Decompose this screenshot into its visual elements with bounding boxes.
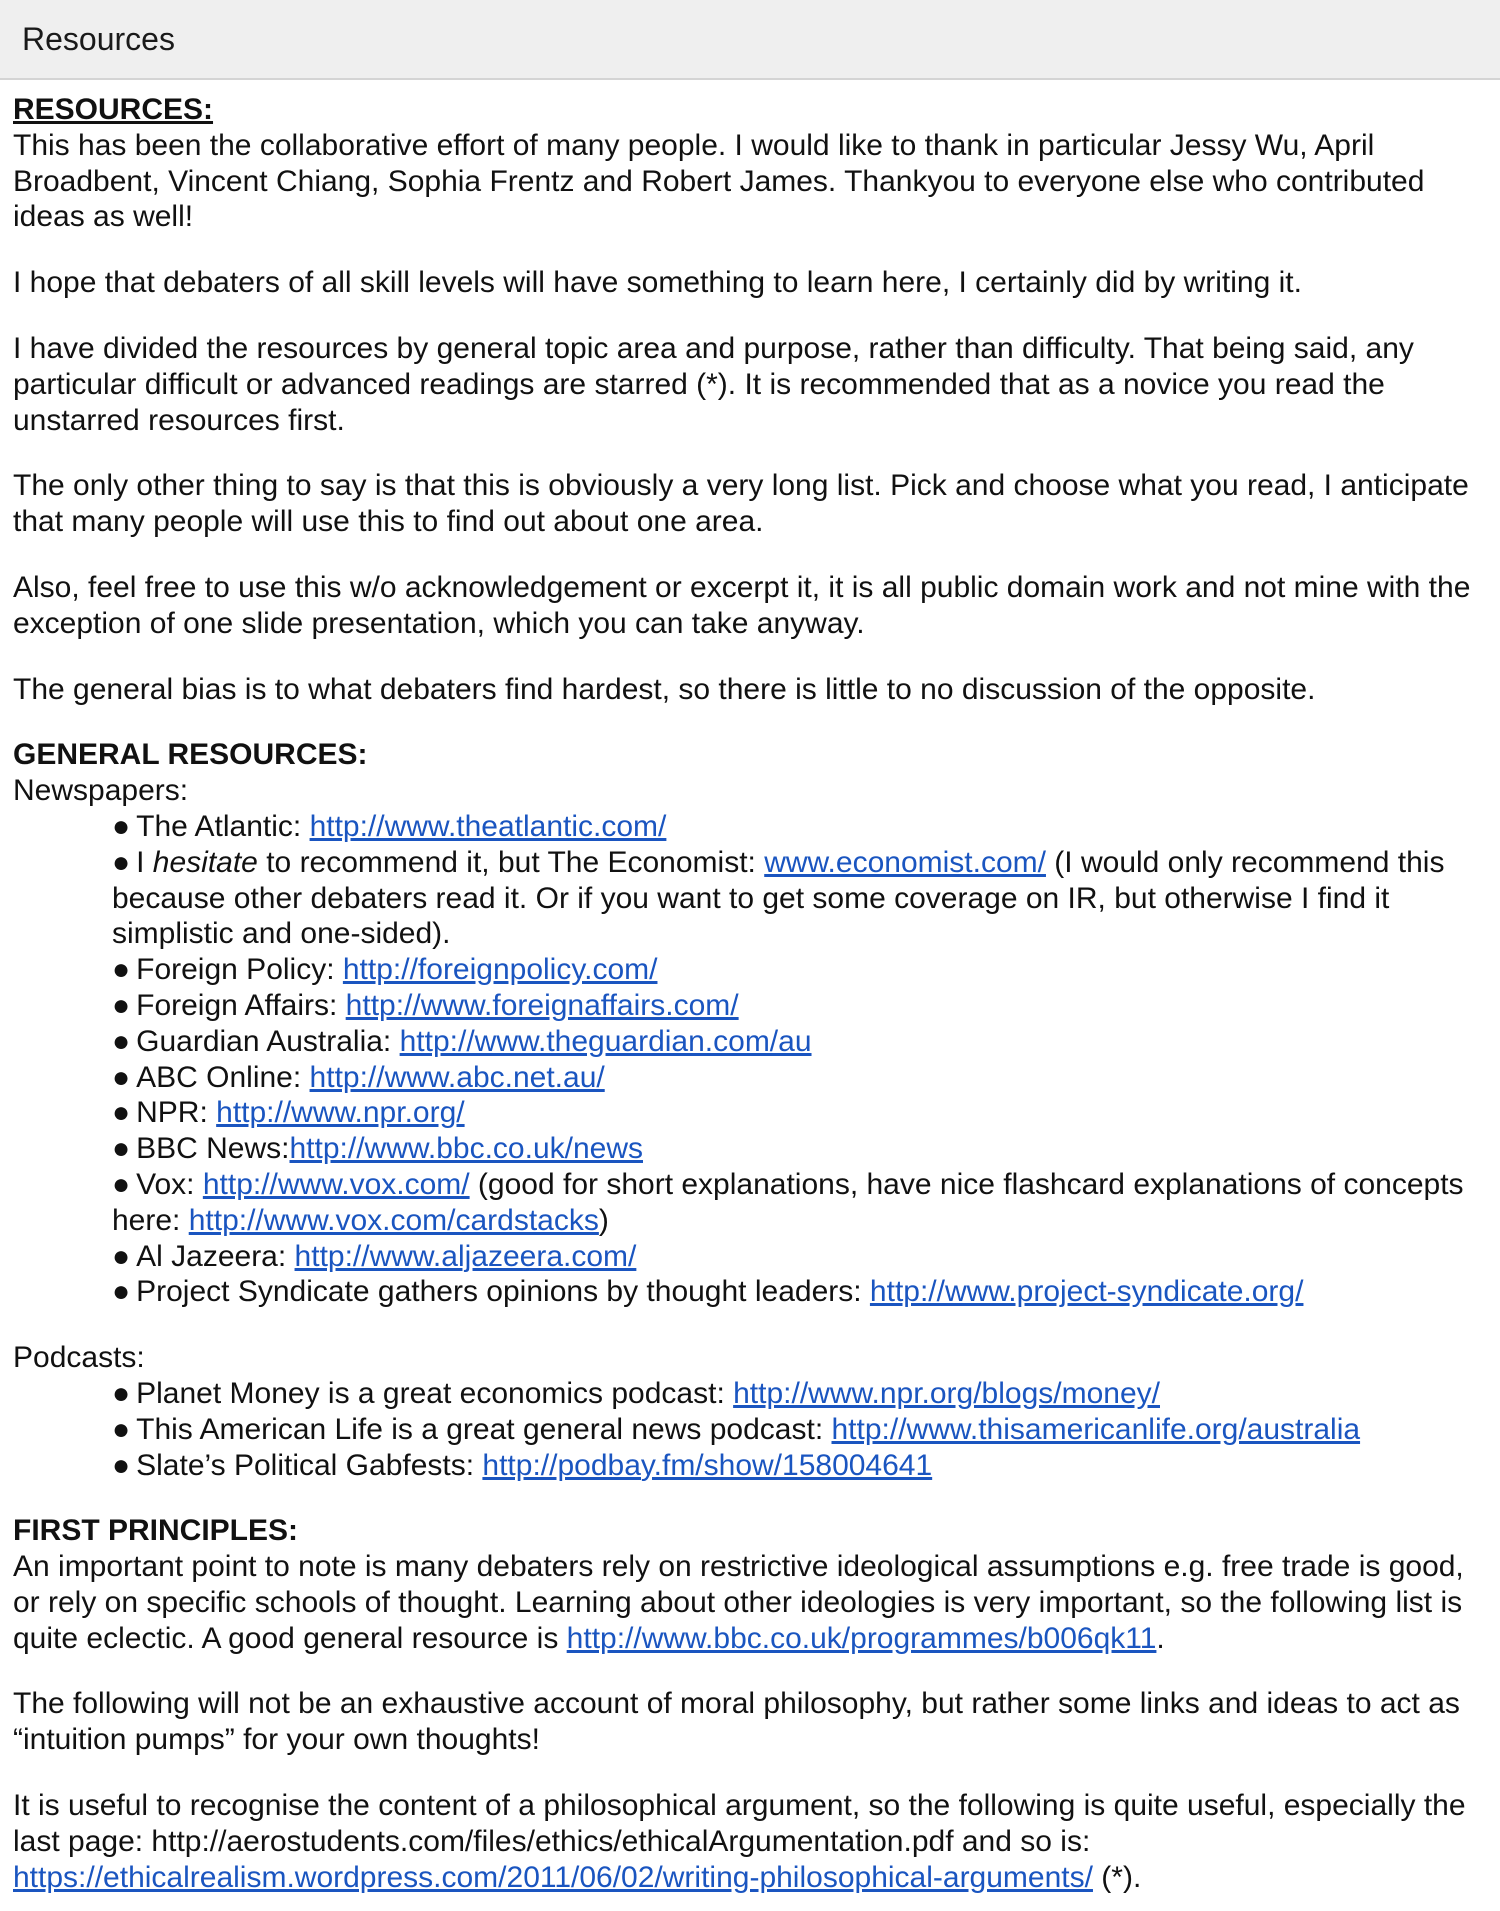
economist-link[interactable]: www.economist.com/ [764, 845, 1046, 879]
bbc-news-link[interactable]: http://www.bbc.co.uk/news [289, 1132, 643, 1166]
abc-link[interactable]: http://www.abc.net.au/ [309, 1060, 605, 1094]
bullet-icon: ● [112, 1376, 131, 1410]
list-item: ● Guardian Australia: http://www.theguardian.com/au [112, 1024, 812, 1058]
bullet-icon: ● [112, 1412, 131, 1446]
bullet-icon: ● [112, 953, 131, 987]
bbc-programmes-link[interactable]: http://www.bbc.co.uk/programmes/b006qk11 [566, 1621, 1157, 1655]
bullet-icon: ● [112, 1448, 131, 1482]
long-list-paragraph: The only other thing to say is that this is obviously a very long list. Pick and choose what you read, I anticipate that many people will use this to find out about one area. [13, 469, 1469, 539]
document-body [0, 80, 1489, 1895]
foreign-policy-link[interactable]: http://foreignpolicy.com/ [342, 953, 658, 987]
vox-cardstacks-link[interactable]: http://www.vox.com/cardstacks [188, 1203, 599, 1237]
window-title: Resources [22, 20, 175, 57]
list-item: ● I hesitate to recommend it, but The Economist: www.economist.com/ (I would only recommend this because other debaters read it. Or if you want to get some coverage on IR, but otherwise I find it simplistic and one-sided). [112, 845, 1445, 951]
public-domain-paragraph: Also, feel free to use this w/o acknowledgement or excerpt it, it is all public domain work and not mine with the exception of one slide presentation, which you can take anyway. [13, 570, 1471, 640]
list-item: ● Foreign Affairs: http://www.foreignaffairs.com/ [112, 988, 739, 1022]
political-gabfest-link[interactable]: http://podbay.fm/show/158004641 [482, 1448, 933, 1482]
intro-paragraph: This has been the collaborative effort of many people. I would like to thank in particular Jessy Wu, April Broadbent, Vincent Chiang, Sophia Frentz and Robert James. Thankyou to everyone else who contributed ideas as well! [13, 128, 1425, 234]
bullet-icon: ● [112, 1024, 131, 1058]
bullet-icon: ● [112, 988, 131, 1022]
bullet-icon: ● [112, 1060, 131, 1094]
atlantic-link[interactable]: http://www.theatlantic.com/ [309, 809, 667, 843]
bullet-icon: ● [112, 1167, 131, 1201]
ideology-paragraph: An important point to note is many debaters rely on restrictive ideological assumptions e.g. free trade is good, or rely on specific schools of thought. Learning about other ideologies is very important, so the following list is quite eclectic. A good general resource is http://www.bbc.co.uk/programmes/b006qk11. [13, 1550, 1464, 1655]
podcasts-list [13, 1376, 1489, 1483]
podcasts-label: Podcasts: [13, 1341, 145, 1375]
list-item: ● Al Jazeera: http://www.aljazeera.com/ [112, 1239, 637, 1273]
list-item: ● Foreign Policy: http://foreignpolicy.com/ [112, 953, 658, 987]
bullet-icon: ● [112, 1239, 131, 1273]
this-american-life-link[interactable]: http://www.thisamericanlife.org/australia [831, 1412, 1361, 1446]
list-item: ● Vox: http://www.vox.com/ (good for short explanations, have nice flashcard explanations of concepts here: http://www.vox.com/cardstacks) [112, 1167, 1464, 1237]
newspapers-label: Newspapers: [13, 774, 189, 808]
skill-levels-paragraph: I hope that debaters of all skill levels will have something to learn here, I certainly did by writing it. [13, 266, 1302, 300]
list-item: ● Planet Money is a great economics podcast: http://www.npr.org/blogs/money/ [112, 1376, 1160, 1410]
title-bar [0, 0, 1500, 80]
vox-link[interactable]: http://www.vox.com/ [202, 1167, 470, 1201]
list-item: ● BBC News:http://www.bbc.co.uk/news [112, 1132, 643, 1166]
guardian-link[interactable]: http://www.theguardian.com/au [399, 1024, 812, 1058]
list-item: ● This American Life is a great general news podcast: http://www.thisamericanlife.org/australia [112, 1412, 1361, 1446]
ethical-realism-link[interactable]: https://ethicalrealism.wordpress.com/2011/06/02/writing-philosophical-arguments/ [13, 1860, 1093, 1894]
moral-philosophy-paragraph: The following will not be an exhaustive account of moral philosophy, but rather some links and ideas to act as “intuition pumps” for your own thoughts! [13, 1687, 1460, 1757]
aljazeera-link[interactable]: http://www.aljazeera.com/ [294, 1239, 637, 1273]
list-item: ● NPR: http://www.npr.org/ [112, 1096, 465, 1130]
bullet-icon: ● [112, 809, 131, 843]
bullet-icon: ● [112, 1096, 131, 1130]
list-item: ● Slate’s Political Gabfests: http://podbay.fm/show/158004641 [112, 1448, 933, 1482]
project-syndicate-link[interactable]: http://www.project-syndicate.org/ [869, 1275, 1304, 1309]
list-item: ● Project Syndicate gathers opinions by thought leaders: http://www.project-syndicate.org/ [112, 1275, 1304, 1309]
bullet-icon: ● [112, 1275, 131, 1309]
first-principles-heading: FIRST PRINCIPLES: [13, 1514, 299, 1548]
bias-paragraph: The general bias is to what debaters find hardest, so there is little to no discussion of the opposite. [13, 672, 1316, 706]
general-resources-heading: GENERAL RESOURCES: [13, 738, 368, 772]
planet-money-link[interactable]: http://www.npr.org/blogs/money/ [733, 1376, 1160, 1410]
bullet-icon: ● [112, 845, 131, 879]
division-paragraph: I have divided the resources by general topic area and purpose, rather than difficulty. That being said, any particular difficult or advanced readings are starred (*). It is recommended that as a novice you read the unstarred resources first. [13, 331, 1414, 437]
argument-paragraph: It is useful to recognise the content of a philosophical argument, so the following is quite useful, especially the last page: http://aerostudents.com/files/ethics/ethicalArgumentation.pdf and so is: https://ethicalrealism.wordpress.com/2011/06/02/writing-philosophical-arguments/ (*). [13, 1789, 1466, 1894]
npr-link[interactable]: http://www.npr.org/ [216, 1096, 465, 1130]
bullet-icon: ● [112, 1132, 131, 1166]
list-item: ● ABC Online: http://www.abc.net.au/ [112, 1060, 605, 1094]
newspapers-list [13, 809, 1489, 1310]
foreign-affairs-link[interactable]: http://www.foreignaffairs.com/ [345, 988, 739, 1022]
list-item: ● The Atlantic: http://www.theatlantic.com/ [112, 809, 667, 843]
resources-heading: RESOURCES: [13, 93, 214, 126]
